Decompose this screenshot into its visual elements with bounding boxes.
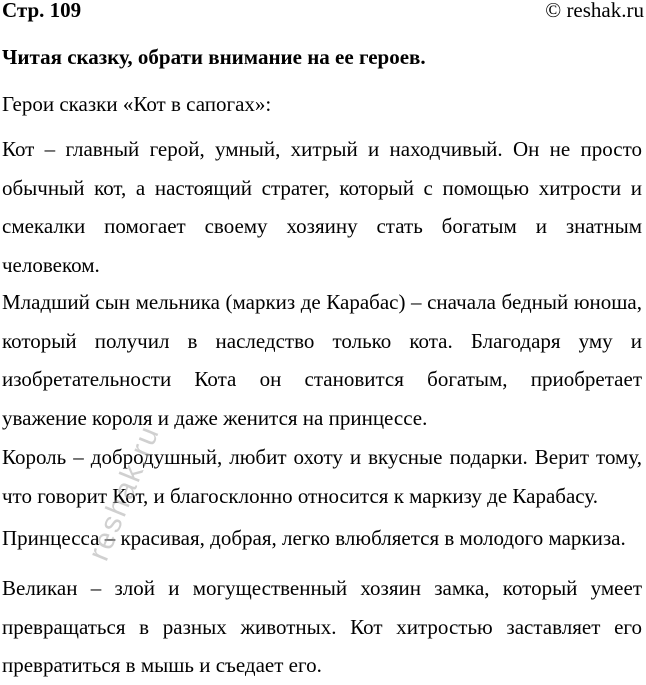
intro-text: Герои сказки «Кот в сапогах»: [2, 92, 272, 116]
task-heading: Читая сказку, обрати внимание на ее героев. [2, 45, 426, 69]
page-number: Стр. 109 [2, 0, 82, 22]
paragraph-king: Король – добродушный, любит охоту и вкусные подарки. Верит тому, что говорит Кот, и благосклонно относится к маркизу де Карабасу. [2, 445, 642, 508]
source-label: © reshak.ru [545, 0, 644, 22]
paragraph-miller-son: Младший сын мельника (маркиз де Карабас) – сначала бедный юноша, который получил в наследство только кота. Благодаря уму и изобретательности Кота он становится богатым, приобретает уважение короля и даже женится на принцессе. [2, 290, 642, 430]
paragraph-cat: Кот – главный герой, умный, хитрый и находчивый. Он не просто обычный кот, а настоящий стратег, который с помощью хитрости и смекалки помогает своему хозяину стать богатым и знатным человеком. [2, 137, 642, 277]
paragraph-princess: Принцесса – красивая, добрая, легко влюбляется в молодого маркиза. [2, 526, 626, 550]
paragraph-giant: Великан – злой и могущественный хозяин замка, который умеет превращаться в разных животных. Кот хитростью заставляет его превратиться в мышь и съедает его. [2, 576, 642, 677]
page-header [2, 0, 644, 24]
watermark: reshak.ru [82, 420, 167, 566]
